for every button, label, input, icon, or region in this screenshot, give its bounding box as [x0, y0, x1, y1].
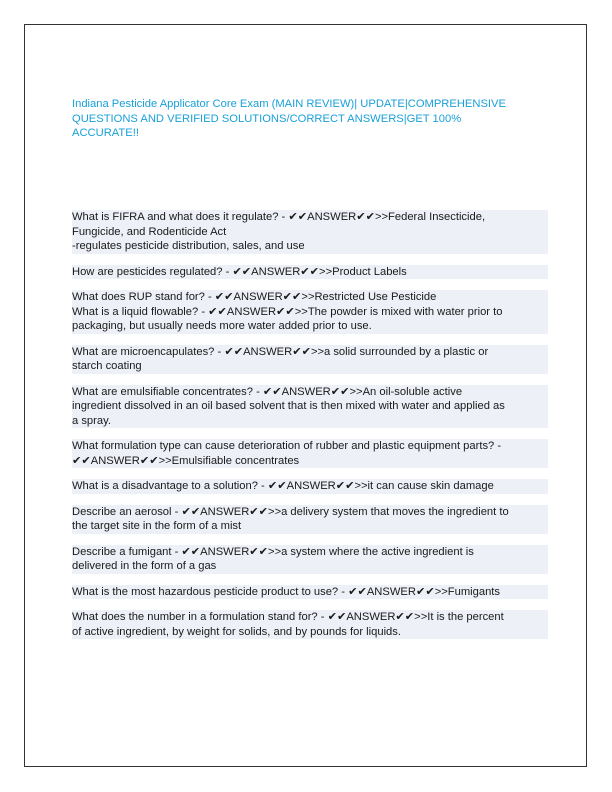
- qa-line: ingredient dissolved in an oil based solvent that is then mixed with water and applied as: [72, 399, 548, 414]
- qa-line: packaging, but usually needs more water added prior to use.: [72, 319, 548, 334]
- qa-line: Describe an aerosol - ✔✔ANSWER✔✔>>a delivery system that moves the ingredient to: [72, 505, 548, 520]
- qa-line: What is a disadvantage to a solution? - ✔✔ANSWER✔✔>>it can cause skin damage: [72, 479, 548, 494]
- qa-line: a spray.: [72, 414, 548, 429]
- qa-line: delivered in the form of a gas: [72, 559, 548, 574]
- qa-line: Describe a fumigant - ✔✔ANSWER✔✔>>a system where the active ingredient is: [72, 545, 548, 560]
- qa-item-most-hazardous: [72, 585, 548, 600]
- qa-line: What is FIFRA and what does it regulate? - ✔✔ANSWER✔✔>>Federal Insecticide,: [72, 210, 548, 225]
- qa-item-deterioration: [72, 439, 548, 468]
- qa-line: What formulation type can cause deterioration of rubber and plastic equipment parts? -: [72, 439, 548, 454]
- title-line: ACCURATE!!: [72, 127, 139, 139]
- qa-item-liquid-flowable: [72, 305, 548, 334]
- qa-line: How are pesticides regulated? - ✔✔ANSWER✔✔>>Product Labels: [72, 265, 548, 280]
- qa-line: What is a liquid flowable? - ✔✔ANSWER✔✔>>The powder is mixed with water prior to: [72, 305, 548, 320]
- qa-line: Fungicide, and Rodenticide Act: [72, 225, 548, 240]
- qa-item-microencapsulates: [72, 345, 548, 374]
- title-line: Indiana Pesticide Applicator Core Exam (MAIN REVIEW)| UPDATE|COMPREHENSIVE: [72, 98, 506, 110]
- title-line: QUESTIONS AND VERIFIED SOLUTIONS/CORRECT ANSWERS|GET 100%: [72, 112, 462, 125]
- qa-item-aerosol: [72, 505, 548, 534]
- qa-line: ✔✔ANSWER✔✔>>Emulsifiable concentrates: [72, 454, 548, 469]
- qa-line: What does the number in a formulation stand for? - ✔✔ANSWER✔✔>>It is the percent: [72, 610, 548, 625]
- qa-item-rup: [72, 290, 548, 305]
- qa-line: What does RUP stand for? - ✔✔ANSWER✔✔>>Restricted Use Pesticide: [72, 290, 548, 305]
- qa-line: What are microencapulates? - ✔✔ANSWER✔✔>>a solid surrounded by a plastic or: [72, 345, 548, 360]
- qa-line: starch coating: [72, 359, 548, 374]
- qa-line: What are emulsifiable concentrates? - ✔✔ANSWER✔✔>>An oil-soluble active: [72, 385, 548, 400]
- qa-item-fifra: [72, 210, 548, 254]
- qa-line: the target site in the form of a mist: [72, 519, 548, 534]
- qa-item-formulation-number: [72, 610, 548, 639]
- qa-line: -regulates pesticide distribution, sales, and use: [72, 239, 548, 254]
- qa-item-regulation: [72, 265, 548, 280]
- qa-line: of active ingredient, by weight for solids, and by pounds for liquids.: [72, 625, 548, 640]
- qa-line: What is the most hazardous pesticide product to use? - ✔✔ANSWER✔✔>>Fumigants: [72, 585, 548, 600]
- qa-item-emulsifiable-concentrates: [72, 385, 548, 429]
- document-title: [72, 97, 546, 141]
- qa-item-solution-disadvantage: [72, 479, 548, 494]
- qa-item-fumigant: [72, 545, 548, 574]
- qa-list: [72, 210, 548, 650]
